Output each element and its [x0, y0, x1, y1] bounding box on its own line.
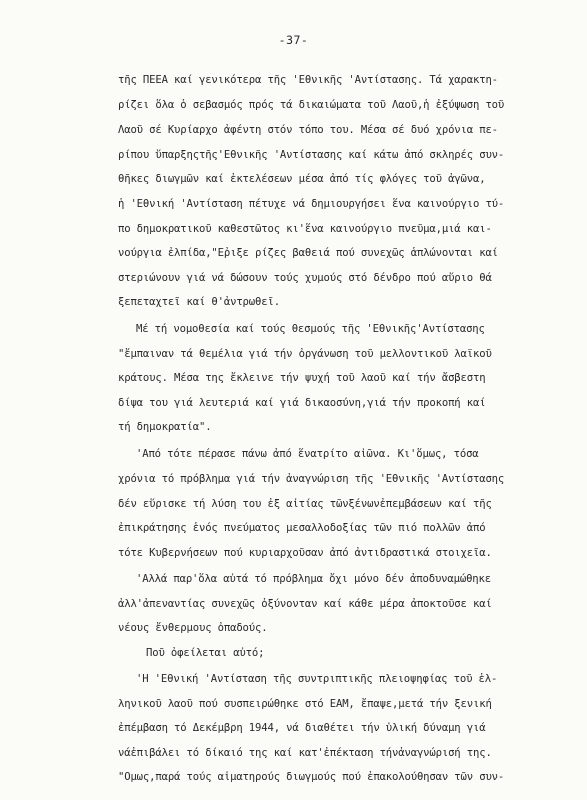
text-line: τῆς ΠΕΕΑ καί γενικότερα τῆς 'Εθνικῆς 'Αντίστασης. Τά χαρακτη- [118, 74, 498, 86]
text-line: νάἐπιβάλει τό δίκαιό της καί κατ'ἐπέκταση τήνἀναγνώρισή της. [118, 747, 492, 759]
text-line: ρίπου ὕπαρξηςτῆς'Εθνικῆς 'Αντίστασης καί κάτω ἀπό σκληρές συν- [118, 149, 505, 161]
text-line: "ἔμπαιναν τά θεμέλια γιά τήν ὀργάνωση τοῦ μελλοντικοῦ λαϊκοῦ [118, 348, 492, 360]
text-line: θῆκες διωγμῶν καί ἐκτελέσεων μέσα ἀπό τίς φλόγες τοῦ ἀγῶνα, [118, 173, 486, 185]
text-line: νέους ἔνθερμους ὀπαδούς. [118, 622, 268, 634]
text-line: τή δημοκρατία". [118, 421, 212, 433]
paragraph-start-line: 'Η 'Εθνική 'Αντίσταση τῆς συντριπτικῆς πλειοψηφίας τοῦ ἑλ- [136, 673, 498, 685]
text-line: ἐπέμβαση τό Δεκέμβρη 1944, νά διαθέτει τήν ὑλική δύναμη γιά [118, 722, 486, 734]
text-line: δέν εὕρισκε τή λύση του ἐξ αἰτίας τῶνξένωνἐπεμβάσεων καί τῆς [118, 498, 492, 510]
text-line: δίψα του γιά λευτεριά καί γιά δικαοσύνη,γιά τήν προκοπή καί [118, 397, 486, 409]
text-line: χρόνια τό πρόβλημα γιά τήν ἀναγνώριση τῆς 'Εθνικῆς 'Αντίστασης [118, 473, 505, 485]
text-line: νούργια ἐλπίδα,"Εῤιξε ρίζες βαθειά πού συνεχῶς ἁπλώνονται καί [118, 247, 498, 259]
paragraph-start-line: 'Αλλά παρ'ὅλα αὐτά τό πρόβλημα ὄχι μόνο δέν ἀποδυναμώθηκε [136, 573, 491, 585]
text-line: τότε Κυβερνήσεων πού κυριαρχοῦσαν ἀπό ἀντιδραστικά στοιχεῖα. [118, 547, 492, 559]
text-line: "Ομως,παρά τούς αἱματηρούς διωγμούς πού ἐπακολούθησαν τῶν συν- [118, 771, 505, 783]
text-line: ἡ 'Εθνική 'Αντίσταση πέτυχε νά δημιουργήσει ἕνα καινούργιο τύ- [118, 198, 505, 210]
text-line: κράτους. Μέσα της ἔκλεινε τήν ψυχή τοῦ λαοῦ καί τήν ἄσβεστη [118, 372, 486, 384]
text-line: ρίζει ὅλα ὁ σεβασμός πρός τά δικαιώματα τοῦ Λαοῦ,ἡ ἐξύψωση τοῦ [118, 99, 505, 111]
text-line: ἀλλ'ἀπεναντίας συνεχῶς ὀξύνονταν καί κάθε μέρα ἀποκτοῦσε καί [118, 598, 492, 610]
question-line: Ποῦ ὀφείλεται αὐτό; [146, 647, 265, 659]
paragraph-start-line: 'Από τότε πέρασε πάνω ἀπό ἕνατρίτο αἰῶνα. Κι'ὅμως, τόσα [136, 448, 479, 460]
text-line: ξεπεταχτεῖ καί θ'ἀντρωθεῖ. [118, 296, 280, 308]
text-line: ληνικοῦ λαοῦ πού συσπειρώθηκε στό ΕΑΜ, ἔπαψε,μετά τήν ξενική [118, 698, 492, 710]
page-number: -37- [278, 33, 309, 47]
text-line: ἐπικράτησης ἑνός πνεύματος μεσαλλοδοξίας τῶν πιό πολλῶν ἀπό [118, 522, 486, 534]
paragraph-start-line: Μέ τή νομοθεσία καί τούς θεσμούς τῆς 'Εθνικῆς'Αντίστασης [136, 323, 485, 335]
text-line: Λαοῦ σέ Κυρίαρχο ἀφέντη στόν τόπο του. Μέσα σέ δυό χρόνια πε- [118, 124, 498, 136]
text-line: στεριώνουν γιά νά δώσουν τούς χυμούς στό δένδρο πού αὔριο θά [118, 272, 492, 284]
text-line: πο δημοκρατικοῦ καθεστῶτος κι'ἕνα καινούργιο πνεῦμα,μιά και- [118, 223, 492, 235]
